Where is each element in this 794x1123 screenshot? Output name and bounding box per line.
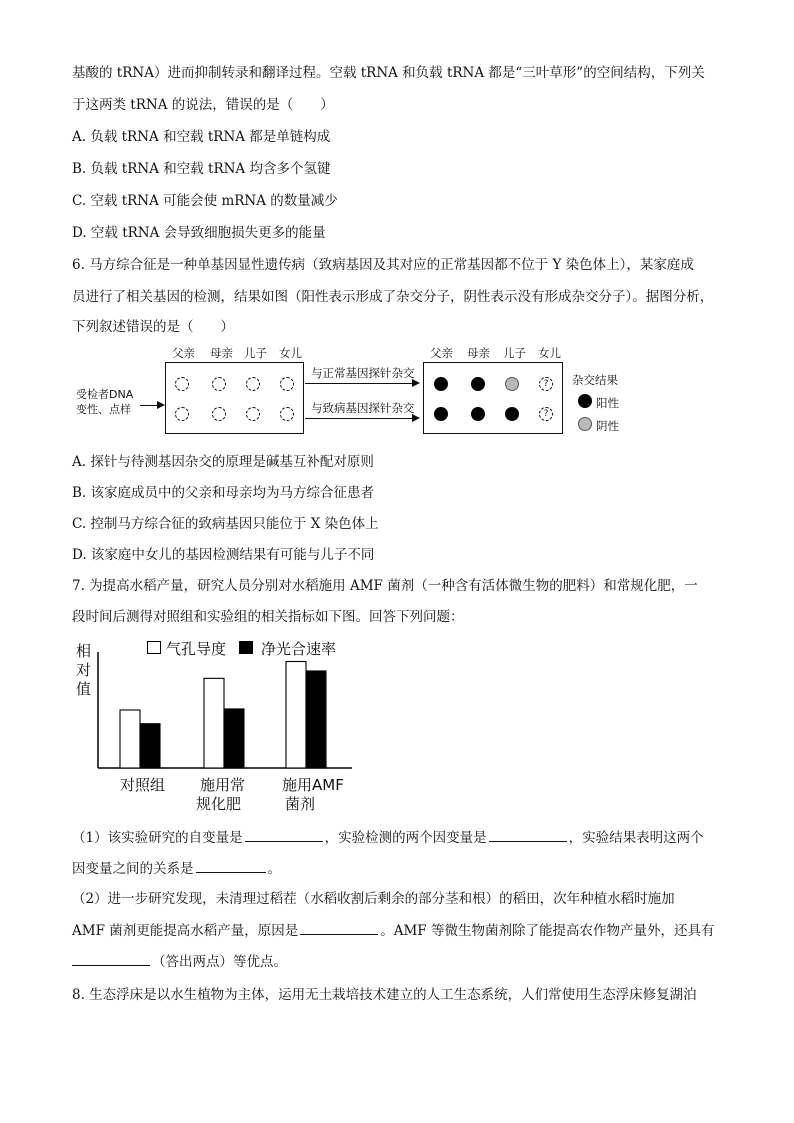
q7-stem-line-2: 段时间后测得对照组和实验组的相关指标如下图。回答下列问题： — [72, 609, 464, 625]
probe-disease-label: 与致病基因探针杂交 — [311, 401, 415, 415]
q6-stem-line-2: 员进行了相关基因的检测，结果如图（阳性表示形成了杂交分子，阴性表示没有形成杂交分子）。据图分析， — [72, 289, 714, 305]
q7-sub1-line-1 — [72, 828, 704, 847]
y-axis-label-char-2: 对 — [76, 661, 92, 679]
q5-stem-line-1: 基酸的 tRNA）进而抑制转录和翻译过程。空载 tRNA 和负载 tRNA 都是“三叶草形”的空间结构，下列关 — [72, 65, 705, 81]
q5-option-a: A. 负载 tRNA 和空载 tRNA 都是单链构成 — [72, 129, 331, 145]
y-axis-label-char-3: 值 — [76, 680, 92, 698]
q6-option-a: A. 探针与待测基因杂交的原理是碱基互补配对原则 — [72, 454, 374, 470]
member-label-father: 父亲 — [172, 346, 195, 360]
q6-option-b: B. 该家庭成员中的父亲和母亲均为马方综合征患者 — [72, 485, 375, 501]
q5-option-b: B. 负载 tRNA 和空载 tRNA 均含多个氢键 — [72, 161, 331, 177]
bar-series2-cat3 — [306, 671, 326, 768]
q6-option-d: D. 该家庭中女儿的基因检测结果有可能与儿子不同 — [72, 547, 375, 563]
member-label-mother-result: 母亲 — [467, 346, 490, 360]
q6-stem-line-3: 下列叙述错误的是（ ） — [72, 319, 234, 335]
q7-sub1-text-b: ，实验检测的两个因变量是 — [324, 830, 487, 846]
category-label-control: 对照组 — [120, 776, 166, 794]
y-axis-label-char-1: 相 — [76, 642, 92, 660]
bar-series2-cat1 — [140, 724, 160, 768]
member-label-daughter-result: 女儿 — [538, 346, 561, 360]
q7-sub1-text-d: 因变量之间的关系是 — [72, 861, 194, 877]
category-label-fertilizer-line1: 施用常 — [200, 776, 246, 794]
result-dot-normal-4: ? — [539, 377, 553, 391]
result-legend-title: 杂交结果 — [572, 373, 618, 387]
bar-series2-cat2 — [224, 709, 244, 768]
bar-series1-cat2 — [204, 678, 224, 768]
q6-stem-line-1: 6. 马方综合征是一种单基因显性遗传病（致病基因及其对应的正常基因都不位于 Y 染色体上），某家庭成 — [72, 257, 694, 273]
q7-sub2-line-1: （2）进一步研究发现，未清理过稻茬（水稻收割后剩余的部分茎和根）的稻田，次年种植水稻时施加 — [72, 891, 675, 907]
member-label-son: 儿子 — [244, 346, 267, 360]
legend-label-stomatal-conductance: 气孔导度 — [166, 640, 227, 658]
q7-sub1-text-e: 。 — [267, 861, 281, 877]
sample-label-1: 受检者DNA — [76, 388, 134, 401]
q7-sub1-line-2 — [72, 859, 281, 878]
q7-sub2-line-2 — [72, 921, 714, 940]
q7-sub2-line-3 — [72, 952, 287, 971]
answer-blank-reason[interactable] — [300, 921, 378, 935]
bar-series1-cat3 — [286, 661, 306, 768]
member-label-father-result: 父亲 — [430, 346, 453, 360]
q7-stem-line-1: 7. 为提高水稻产量，研究人员分别对水稻施用 AMF 菌剂（一种含有活体微生物的肥料）和常规化肥，一 — [72, 578, 698, 594]
answer-blank-dependent-variables[interactable] — [489, 828, 567, 842]
category-label-amf-line1: 施用AMF — [282, 776, 344, 794]
q5-option-c: C. 空载 tRNA 可能会使 mRNA 的数量减少 — [72, 193, 338, 209]
q6-option-c: C. 控制马方综合征的致病基因只能位于 X 染色体上 — [72, 516, 379, 532]
q7-sub2-text-a: AMF 菌剂更能提高水稻产量，原因是 — [72, 923, 299, 939]
answer-blank-relationship[interactable] — [196, 859, 266, 873]
q7-sub2-text-b: 。AMF 等微生物菌剂除了能提高农作物产量外，还具有 — [380, 923, 715, 939]
legend-negative-label: 阴性 — [596, 419, 619, 433]
q8-stem-line-1: 8. 生态浮床是以水生植物为主体，运用无土栽培技术建立的人工生态系统，人们常使用生态浮床修复湖泊 — [72, 987, 697, 1003]
answer-blank-independent-variable[interactable] — [245, 828, 323, 842]
q7-sub1-text-a: （1）该实验研究的自变量是 — [72, 830, 243, 846]
member-label-son-result: 儿子 — [503, 346, 526, 360]
legend-positive-label: 阳性 — [596, 396, 619, 410]
category-label-fertilizer-line2: 规化肥 — [196, 795, 242, 813]
q5-stem-line-2: 于这两类 tRNA 的说法，错误的是（ ） — [72, 97, 334, 113]
q7-sub2-text-c: （答出两点）等优点。 — [152, 954, 287, 970]
q5-option-d: D. 空载 tRNA 会导致细胞损失更多的能量 — [72, 225, 326, 241]
bar-series1-cat1 — [120, 710, 140, 768]
category-label-amf-line2: 菌剂 — [285, 795, 316, 813]
q7-sub1-text-c: ，实验结果表明这两个 — [568, 830, 704, 846]
probe-normal-label: 与正常基因探针杂交 — [311, 366, 415, 380]
result-dot-disease-4: ? — [539, 407, 553, 421]
answer-blank-advantages[interactable] — [72, 952, 150, 966]
legend-label-net-photosynthesis: 净光合速率 — [261, 640, 337, 658]
sample-label-2: 变性、点样 — [76, 403, 131, 416]
member-label-daughter: 女儿 — [279, 346, 302, 360]
member-label-mother: 母亲 — [210, 346, 233, 360]
